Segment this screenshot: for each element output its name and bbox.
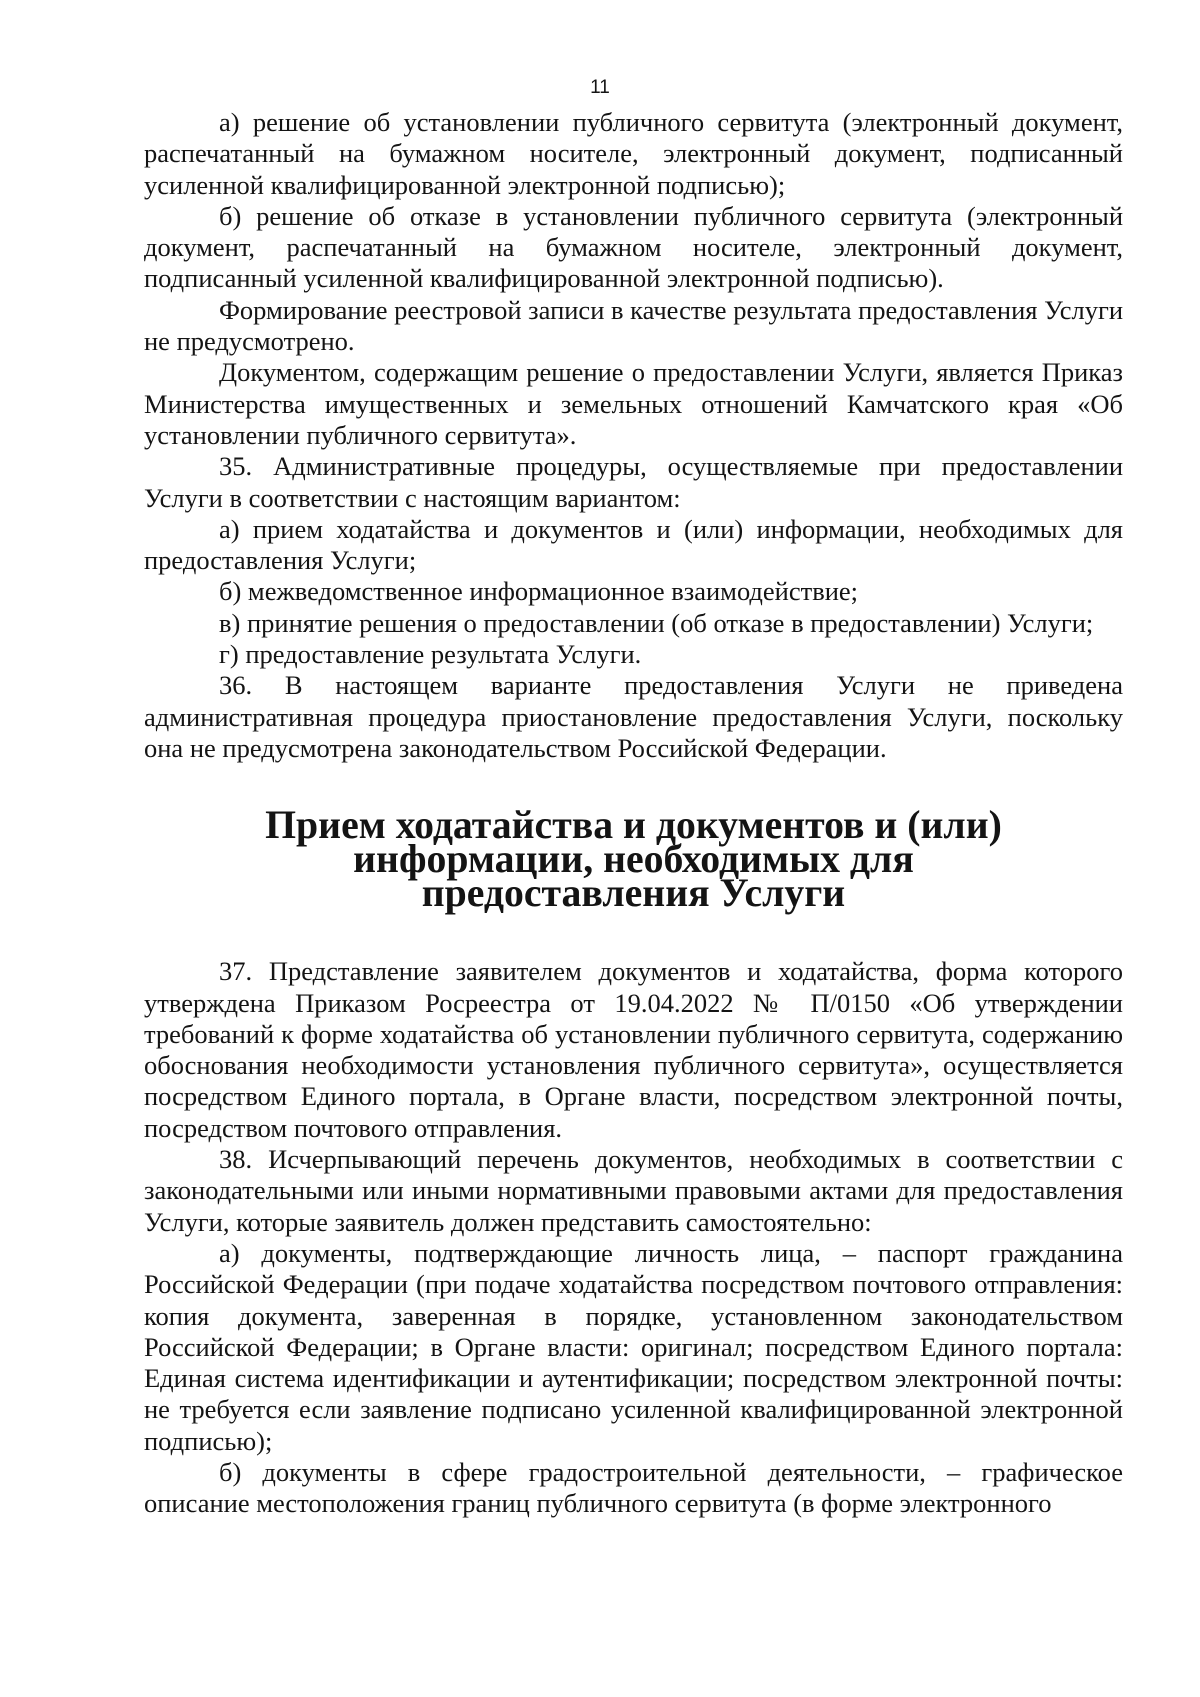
paragraph-decision-b: б) решение об отказе в установлении публичного сервитута (электронный документ, распечатанный на бумажном носителе, электронный документ, подписанный усиленной квалифицированной электронной подписью).	[144, 200, 1123, 294]
paragraph-38: 38. Исчерпывающий перечень документов, необходимых в соответствии с законодательными или иными нормативными правовыми актами для предоставления Услуги, которые заявитель должен представить самостоятельно:	[144, 1144, 1123, 1237]
section-heading	[144, 803, 1123, 916]
paragraph-35-b: б) межведомственное информационное взаимодействие;	[219, 576, 859, 607]
paragraph-38-b: б) документы в сфере градостроительной деятельности, – графическое описание местоположения границ публичного сервитута (в форме электронного	[144, 1456, 1123, 1519]
paragraph-38-a: а) документы, подтверждающие личность лица, – паспорт гражданина Российской Федерации (при подаче ходатайства посредством почтового отправления: копия документа, заверенная в порядке, установленном законодательством Российской Федерации; в Органе власти: оригинал; посредством Единого портала: Единая система идентификации и аутентификации; посредством электронной почты: не требуется если заявление подписано усиленной квалифицированной электронной подписью);	[144, 1237, 1123, 1456]
paragraph-35-d: г) предоставление результата Услуги.	[219, 639, 642, 670]
paragraph-registry-record: Формирование реестровой записи в качестве результата предоставления Услуги не предусмотрено.	[144, 294, 1123, 357]
page-number: 11	[590, 77, 610, 98]
paragraph-36: 36. В настоящем варианте предоставления Услуги не приведена административная процедура приостановление предоставления Услуги, поскольку она не предусмотрена законодательством Российской Федерации.	[144, 670, 1123, 763]
paragraph-35: 35. Административные процедуры, осуществляемые при предоставлении Услуги в соответствии с настоящим вариантом:	[144, 451, 1123, 513]
section-heading-line-2: предоставления Услуги	[421, 871, 846, 916]
paragraph-37: 37. Представление заявителем документов и ходатайства, форма которого утверждена Приказом Росреестра от 19.04.2022 № П/0150 «Об утверждении требований к форме ходатайства об установлении публичного сервитута, содержанию обоснования необходимости установления публичного сервитута», осуществляется посредством Единого портала, в Органе власти, посредством электронной почты, посредством почтового отправления.	[144, 956, 1123, 1143]
paragraph-decision-document: Документом, содержащим решение о предоставлении Услуги, является Приказ Министерства имущественных и земельных отношений Камчатского края «Об установлении публичного сервитута».	[144, 357, 1123, 450]
paragraph-decision-a: а) решение об установлении публичного сервитута (электронный документ, распечатанный на бумажном носителе, электронный документ, подписанный усиленной квалифицированной электронной подписью);	[144, 107, 1123, 200]
paragraph-35-a: а) прием ходатайства и документов и (или) информации, необходимых для предоставления Услуги;	[144, 513, 1123, 576]
paragraph-35-c: в) принятие решения о предоставлении (об отказе в предоставлении) Услуги;	[219, 607, 1094, 638]
document-body	[144, 107, 1123, 1520]
section-heading-line-1: Прием ходатайства и документов и (или) информации, необходимых для	[265, 803, 1002, 882]
